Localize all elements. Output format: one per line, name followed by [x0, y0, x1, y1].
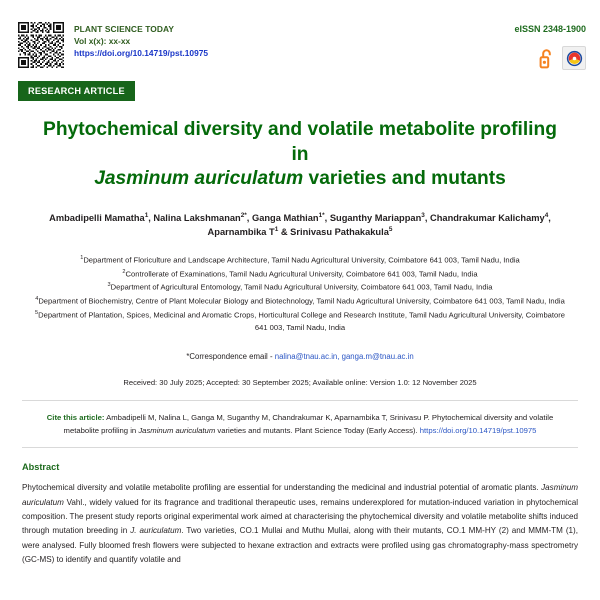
journal-volume: Vol x(x): xx-xx [74, 36, 131, 47]
crossmark-badge-icon[interactable] [562, 46, 586, 70]
affiliation-item [34, 254, 566, 267]
affiliation-item [34, 268, 566, 281]
title-line-1: Phytochemical diversity and volatile metabolite profiling in [43, 119, 557, 165]
author-name[interactable]: Chandrakumar Kalichamy [430, 212, 545, 223]
title-species-name: Jasminum auriculatum [94, 168, 304, 190]
correspondence-label: *Correspondence email - [186, 352, 275, 362]
affiliation-item [34, 281, 566, 294]
author-name[interactable]: Nalina Lakshmanan [153, 212, 241, 223]
abstract-heading: Abstract [22, 462, 60, 473]
publication-dates: Received: 30 July 2025; Accepted: 30 September 2025; Available online: Version 1.0: 12 November 2025 [123, 378, 477, 388]
author-affiliation-marker: 3 [421, 211, 425, 219]
journal-info [74, 22, 208, 60]
citation-label: Cite this article: [46, 413, 105, 423]
divider-secondary [22, 447, 578, 448]
author-affiliation-marker: 2* [240, 211, 247, 219]
abstract-species-name-short: J. auriculatum [130, 526, 182, 536]
citation-part-2: varieties and mutants. Plant Science Today (Early Access). [215, 425, 420, 435]
title-line-2-rest: varieties and mutants [303, 168, 506, 190]
masthead-left [18, 22, 208, 68]
author-name[interactable]: Aparnambika T [207, 227, 275, 238]
masthead [0, 0, 600, 70]
citation-block [28, 412, 572, 437]
author-affiliation-marker: 5 [388, 226, 393, 234]
affiliation-list [34, 254, 566, 334]
journal-doi-link[interactable]: https://doi.org/10.14719/pst.10975 [74, 48, 209, 59]
affiliation-text: Department of Agricultural Entomology, Tamil Nadu Agricultural University, Coimbatore 641 003, Tamil Nadu, India [110, 282, 493, 292]
affiliation-item [34, 295, 566, 308]
open-lock-icon[interactable] [539, 48, 554, 69]
citation-doi-link[interactable]: https://doi.org/10.14719/pst.10975 [419, 425, 537, 435]
affiliation-text: Department of Biochemistry, Centre of Plant Molecular Biology and Biotechnology, Tamil Nadu Agricultural University, Coimbatore 641 003, Tamil Nadu, India [38, 296, 565, 306]
affiliation-text: Department of Floriculture and Landscape Architecture, Tamil Nadu Agricultural University, Coimbatore 641 003, Tamil Nadu, India [83, 255, 520, 265]
abstract-text-1: Phytochemical diversity and volatile metabolite profiling are essential for understanding the medicinal and industrial potential of aromatic plants. [22, 483, 542, 493]
qr-code-icon [18, 22, 64, 68]
page-title [40, 118, 560, 192]
author-affiliation-marker: 1* [318, 211, 325, 219]
author-affiliation-marker: 1 [274, 226, 279, 234]
author-affiliation-marker: 4 [544, 211, 549, 219]
affiliation-marker: 4 [35, 296, 39, 303]
affiliation-marker: 1 [80, 254, 84, 261]
article-type-tag: RESEARCH ARTICLE [18, 81, 135, 101]
badge-row [514, 46, 586, 70]
affiliation-marker: 2 [122, 268, 126, 275]
abstract-body [22, 481, 578, 567]
correspondence-line [30, 352, 570, 361]
citation-part-1: Ambadipelli M, Nalina L, Ganga M, Suganthy M, Chandrakumar K, Aparnambika T, Srinivasu P. Phytochemical diversity and volatile metabolite profiling in [63, 413, 554, 435]
correspondence-email-link[interactable]: nalina@tnau.ac.in, ganga.m@tnau.ac.in [274, 352, 414, 362]
abstract-species-name: Jasminum auriculatum [22, 483, 578, 507]
citation-species-name: Jasminum auriculatum [138, 425, 216, 435]
author-list: Ambadipelli Mamatha$^1$, Nalina Lakshmanan$^{2*}$, Ganga Mathian$^{1*}$, Suganthy Mariappan$^3$, Chandrakumar Kalichamy$^4$, Aparnambika $T^1$ & Srinivasu Pathakakula$^5$ [49, 211, 551, 238]
eissn-label: eISSN 2348-1900 [514, 24, 586, 34]
abstract-text-2: Vahl., widely valued for its fragrance and traditional therapeutic uses, remains underexplored for mutation-induced variation in phytochemical composition. The present study reports original experimental work aimed at characterising the phytochemical diversity and volatile metabolite shifts induced through mutation breeding in [22, 497, 578, 536]
abstract-section [22, 462, 578, 567]
affiliation-item [34, 309, 566, 334]
affiliation-text: Controllerate of Examinations, Tamil Nadu Agricultural University, Coimbatore 641 003, Tamil Nadu, India [125, 269, 478, 279]
affiliation-marker: 5 [34, 310, 39, 317]
author-name[interactable]: Suganthy Mariappan [329, 212, 422, 223]
author-name[interactable]: Ambadipelli Mamatha [49, 212, 145, 223]
masthead-right [514, 22, 586, 70]
affiliation-marker: 3 [107, 282, 111, 289]
author-name[interactable]: Srinivasu Pathakakula [290, 227, 389, 238]
author-affiliation-marker: 1 [144, 211, 149, 219]
divider [22, 400, 578, 401]
journal-name: PLANT SCIENCE TODAY [74, 24, 175, 34]
article-type-wrap [0, 70, 600, 101]
abstract-text-3: . Two varieties, CO.1 Mullai and Muthu Mullai, along with their mutants, CO.1 MM-HY (2) and MMM-TM (1), were analysed. Fully bloomed fresh flowers were subjected to hexane extraction and extracts were profiled using gas chromatography-mass spectrometry (GC-MS) to identify and quantify volatile and [22, 526, 578, 565]
affiliation-text: Department of Plantation, Spices, Medicinal and Aromatic Crops, Horticultural College and Research Institute, Tamil Nadu Agricultural University, Coimbatore 641 003, Tamil Nadu, India [38, 310, 565, 332]
author-name[interactable]: Ganga Mathian [251, 212, 319, 223]
